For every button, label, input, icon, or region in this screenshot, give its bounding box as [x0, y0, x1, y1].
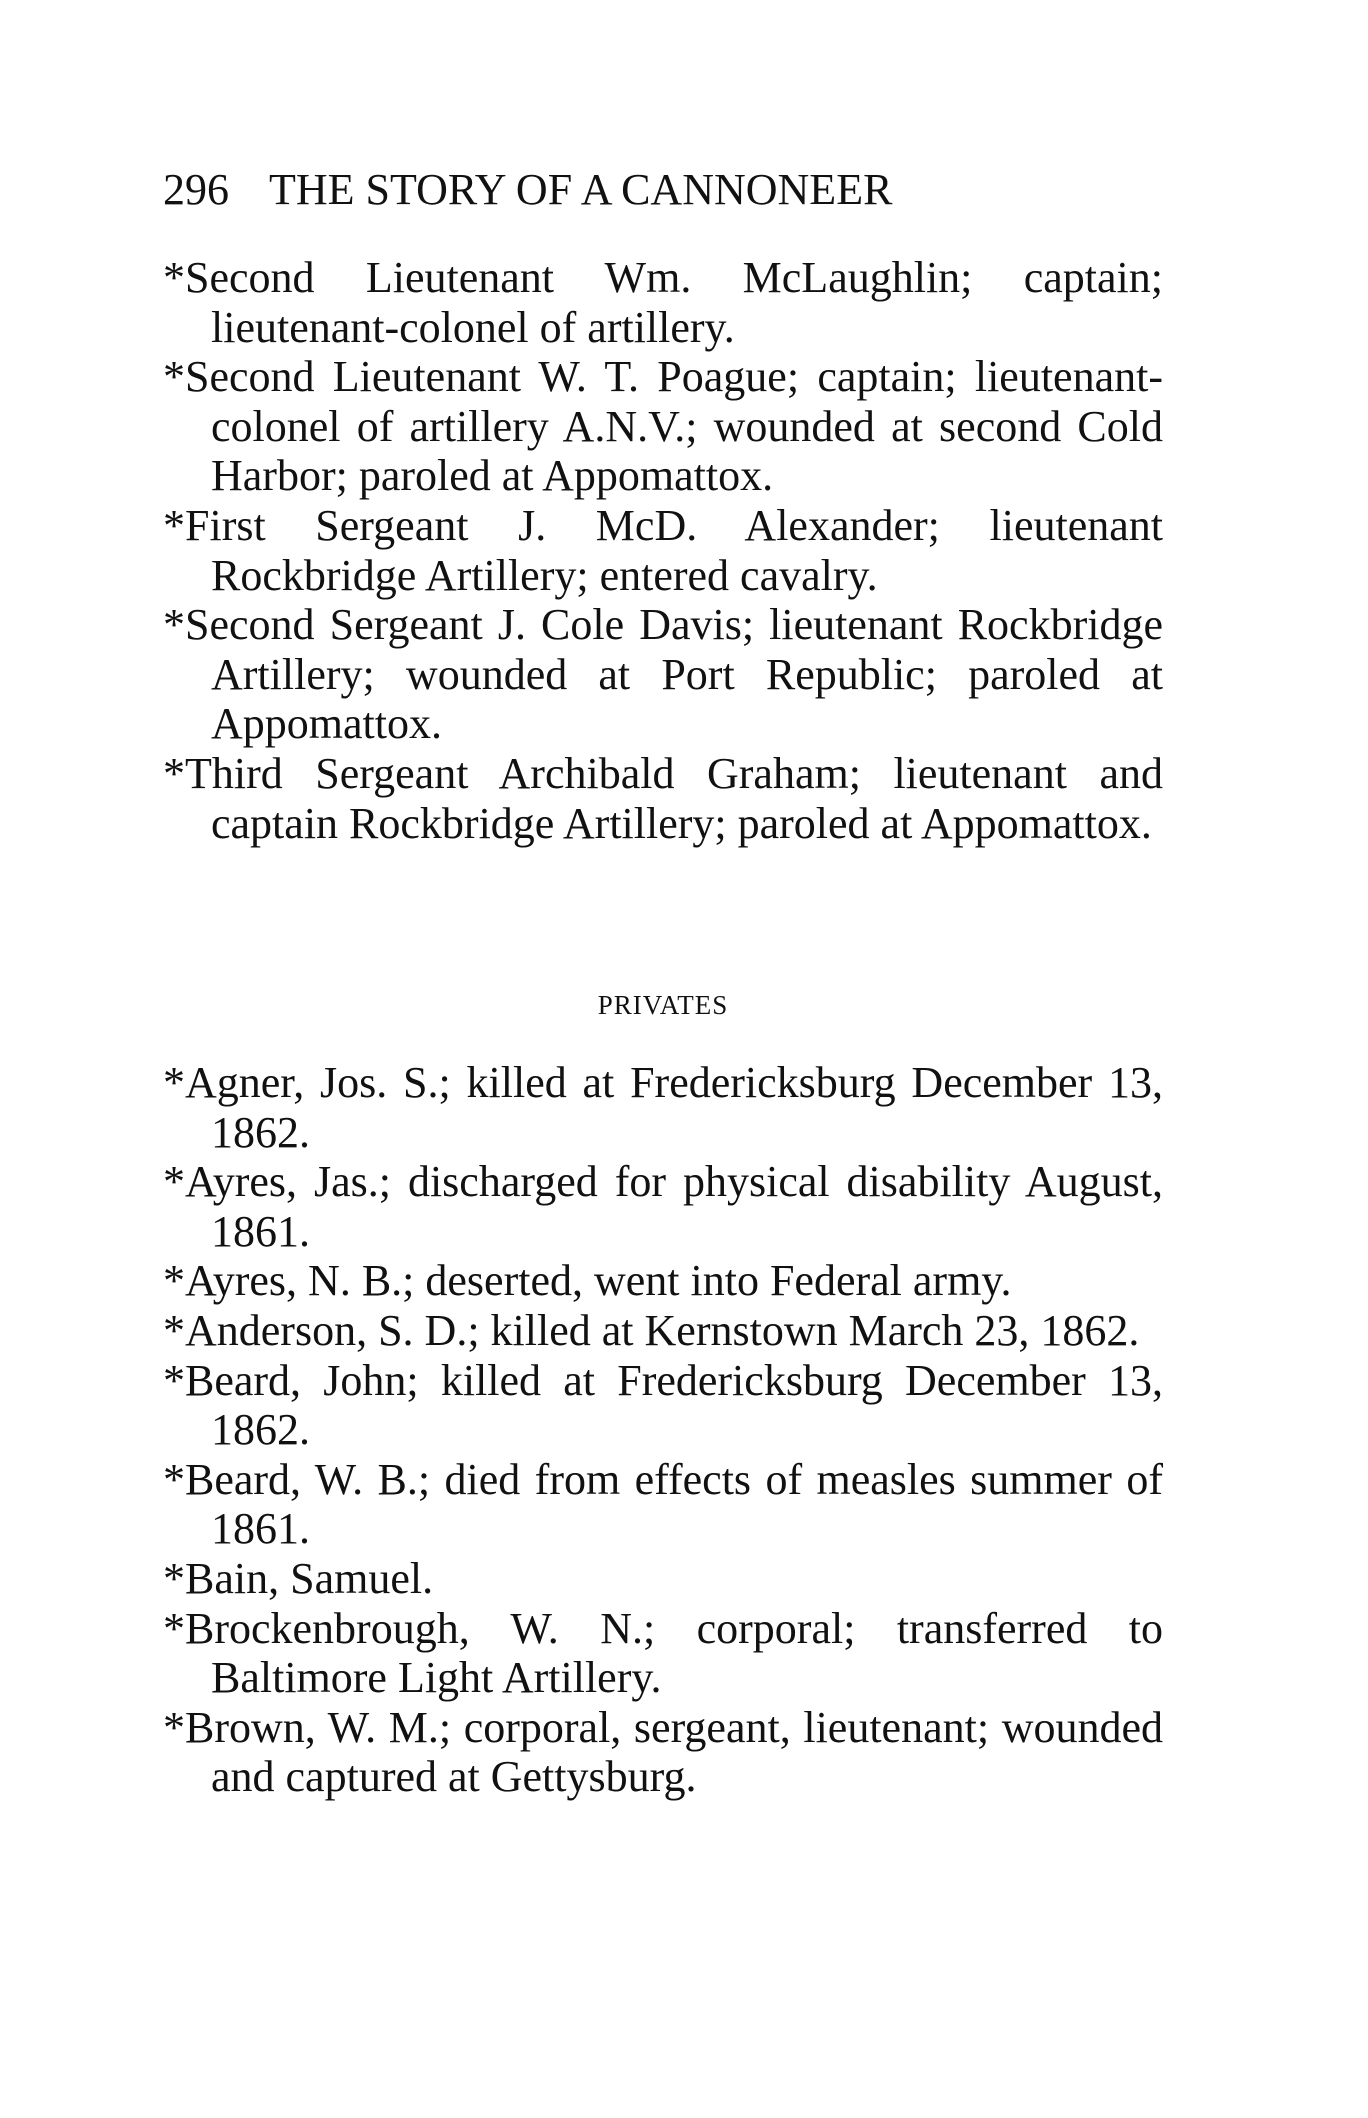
list-item: *Ayres, N. B.; deserted, went into Federal army.	[163, 1256, 1012, 1306]
list-item: *Anderson, S. D.; killed at Kernstown March 23, 1862.	[163, 1305, 1140, 1355]
section-heading-privates: PRIVATES	[597, 990, 729, 1020]
list-item: *Ayres, Jas.; discharged for physical disability August, 1861.	[163, 1157, 1163, 1256]
list-item: *Agner, Jos. S.; killed at Fredericksburg December 13, 1862.	[163, 1058, 1163, 1157]
page-number: 296	[163, 165, 229, 214]
list-item: *Third Sergeant Archibald Graham; lieutenant and captain Rockbridge Artillery; paroled at Appomattox.	[163, 748, 1163, 848]
list-item: *Bain, Samuel.	[163, 1553, 434, 1603]
list-item: *Beard, John; killed at Fredericksburg December 13, 1862.	[163, 1355, 1163, 1455]
list-item: *Second Lieutenant Wm. McLaughlin; captain; lieutenant-colonel of artillery.	[163, 253, 1163, 352]
privates-list	[163, 1058, 1163, 1802]
list-item: *Second Lieutenant W. T. Poague; captain; lieutenant-colonel of artillery A.N.V.; wounded at second Cold Harbor; paroled at Appomattox.	[163, 352, 1163, 501]
running-head	[163, 160, 1163, 220]
list-item: *Brockenbrough, W. N.; corporal; transferred to Baltimore Light Artillery.	[163, 1603, 1163, 1703]
list-item: *Brown, W. M.; corporal, sergeant, lieutenant; wounded and captured at Gettysburg.	[163, 1702, 1163, 1802]
list-item: *Beard, W. B.; died from effects of measles summer of 1861.	[163, 1454, 1163, 1554]
book-title: THE STORY OF A CANNONEER	[269, 165, 893, 214]
list-item: *First Sergeant J. McD. Alexander; lieutenant Rockbridge Artillery; entered cavalry.	[163, 500, 1163, 600]
officers-list	[163, 253, 1163, 848]
list-item: *Second Sergeant J. Cole Davis; lieutenant Rockbridge Artillery; wounded at Port Republic; paroled at Appomattox.	[163, 600, 1163, 749]
